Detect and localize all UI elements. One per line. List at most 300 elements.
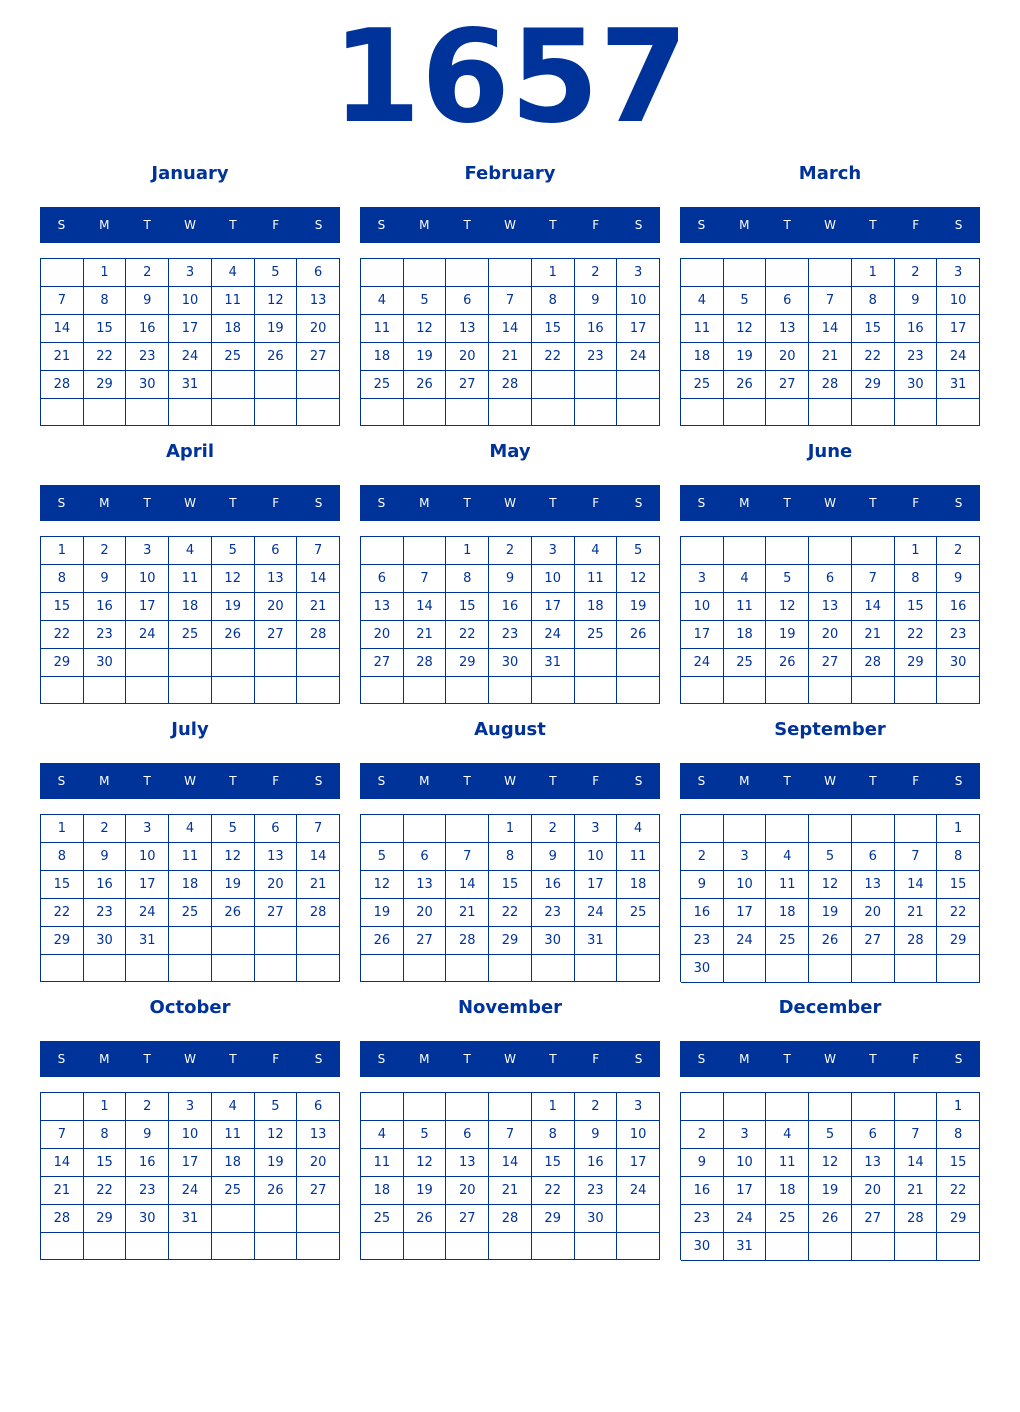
weekday-label: T	[783, 774, 791, 788]
day-cell: 6	[852, 1121, 895, 1149]
empty-cell	[361, 1093, 404, 1121]
day-cell: 4	[617, 815, 660, 843]
weekday-label: T	[463, 1052, 471, 1066]
day-cell: 14	[297, 843, 340, 871]
day-cell: 23	[681, 927, 724, 955]
day-cell: 19	[255, 315, 298, 343]
empty-cell	[41, 1093, 84, 1121]
day-cell: 27	[766, 371, 809, 399]
day-cell: 26	[404, 371, 447, 399]
weekday-label: W	[184, 774, 196, 788]
day-cell: 18	[361, 343, 404, 371]
empty-cell	[489, 259, 532, 287]
day-cell: 10	[169, 1121, 212, 1149]
weekday-label: T	[783, 1052, 791, 1066]
day-cell: 30	[489, 649, 532, 677]
day-cell: 14	[895, 1149, 938, 1177]
weekday-label: M	[99, 218, 110, 232]
day-grid	[40, 814, 340, 982]
day-cell: 25	[766, 1205, 809, 1233]
empty-cell	[724, 537, 767, 565]
day-cell: 17	[126, 871, 169, 899]
day-cell: 17	[724, 1177, 767, 1205]
day-cell: 23	[126, 343, 169, 371]
empty-cell	[446, 259, 489, 287]
weekday-label: F	[272, 496, 280, 510]
empty-cell	[852, 1093, 895, 1121]
day-cell: 4	[766, 843, 809, 871]
day-cell: 10	[937, 287, 980, 315]
day-cell: 10	[126, 843, 169, 871]
day-grid	[680, 258, 980, 426]
day-cell: 24	[724, 927, 767, 955]
day-cell: 21	[41, 1177, 84, 1205]
day-cell: 5	[809, 843, 852, 871]
empty-cell	[212, 649, 255, 677]
day-cell: 4	[361, 1121, 404, 1149]
day-cell: 24	[169, 1177, 212, 1205]
month-name: May	[489, 441, 531, 462]
weekday-label: F	[592, 1052, 600, 1066]
weekday-label: T	[229, 1052, 237, 1066]
weekday-label: F	[272, 1052, 280, 1066]
day-cell: 25	[724, 649, 767, 677]
day-cell: 5	[255, 259, 298, 287]
weekday-label: T	[869, 1052, 877, 1066]
day-cell: 6	[446, 287, 489, 315]
empty-cell	[126, 1233, 169, 1260]
day-cell: 31	[169, 1205, 212, 1233]
weekday-header	[40, 1041, 340, 1077]
day-cell: 17	[617, 315, 660, 343]
day-cell: 6	[297, 1093, 340, 1121]
day-cell: 1	[84, 259, 127, 287]
empty-cell	[169, 399, 212, 426]
day-cell: 16	[84, 871, 127, 899]
weekday-header	[680, 1041, 980, 1077]
weekday-label: S	[377, 218, 386, 232]
day-cell: 9	[84, 565, 127, 593]
empty-cell	[41, 955, 84, 982]
day-cell: 29	[446, 649, 489, 677]
day-cell: 19	[212, 871, 255, 899]
day-cell: 13	[255, 565, 298, 593]
day-cell: 3	[681, 565, 724, 593]
empty-cell	[852, 399, 895, 426]
empty-cell	[766, 399, 809, 426]
empty-cell	[575, 955, 618, 982]
weekday-label: S	[697, 218, 706, 232]
day-cell: 13	[297, 287, 340, 315]
day-cell: 28	[41, 371, 84, 399]
day-cell: 2	[937, 537, 980, 565]
day-cell: 26	[212, 621, 255, 649]
day-cell: 29	[84, 371, 127, 399]
day-cell: 28	[489, 371, 532, 399]
empty-cell	[895, 955, 938, 983]
day-cell: 3	[617, 1093, 660, 1121]
day-cell: 24	[681, 649, 724, 677]
empty-cell	[297, 927, 340, 955]
empty-cell	[446, 677, 489, 704]
day-cell: 18	[724, 621, 767, 649]
day-cell: 18	[575, 593, 618, 621]
day-cell: 15	[41, 593, 84, 621]
day-cell: 5	[361, 843, 404, 871]
day-cell: 11	[724, 593, 767, 621]
month-name: April	[165, 441, 215, 462]
day-grid	[40, 536, 340, 704]
day-cell: 10	[617, 1121, 660, 1149]
weekday-label: T	[143, 218, 151, 232]
day-cell: 12	[255, 287, 298, 315]
day-cell: 22	[84, 343, 127, 371]
day-cell: 17	[532, 593, 575, 621]
day-cell: 13	[852, 1149, 895, 1177]
day-cell: 5	[212, 537, 255, 565]
day-grid	[680, 536, 980, 704]
empty-cell	[852, 1233, 895, 1261]
weekday-header	[680, 763, 980, 799]
weekday-label: S	[634, 1052, 643, 1066]
day-cell: 1	[532, 259, 575, 287]
day-cell: 6	[852, 843, 895, 871]
day-cell: 26	[361, 927, 404, 955]
empty-cell	[297, 677, 340, 704]
day-cell: 12	[724, 315, 767, 343]
day-cell: 5	[404, 1121, 447, 1149]
day-cell: 9	[84, 843, 127, 871]
day-cell: 13	[446, 315, 489, 343]
day-cell: 19	[809, 1177, 852, 1205]
day-cell: 13	[297, 1121, 340, 1149]
empty-cell	[169, 1233, 212, 1260]
day-cell: 20	[446, 343, 489, 371]
day-cell: 16	[84, 593, 127, 621]
day-cell: 18	[169, 871, 212, 899]
day-cell: 25	[212, 343, 255, 371]
day-cell: 26	[766, 649, 809, 677]
empty-cell	[724, 399, 767, 426]
day-cell: 16	[575, 315, 618, 343]
empty-cell	[297, 649, 340, 677]
day-cell: 15	[532, 315, 575, 343]
day-cell: 1	[532, 1093, 575, 1121]
weekday-label: W	[504, 774, 516, 788]
day-cell: 25	[766, 927, 809, 955]
day-cell: 25	[681, 371, 724, 399]
weekday-header	[680, 207, 980, 243]
day-cell: 11	[212, 1121, 255, 1149]
empty-cell	[809, 677, 852, 704]
day-cell: 3	[126, 815, 169, 843]
empty-cell	[532, 955, 575, 982]
day-cell: 13	[809, 593, 852, 621]
empty-cell	[489, 1233, 532, 1260]
day-grid	[40, 258, 340, 426]
day-cell: 25	[212, 1177, 255, 1205]
day-cell: 11	[617, 843, 660, 871]
day-cell: 30	[532, 927, 575, 955]
day-cell: 7	[446, 843, 489, 871]
weekday-label: T	[549, 1052, 557, 1066]
day-cell: 27	[297, 343, 340, 371]
day-cell: 19	[724, 343, 767, 371]
weekday-label: T	[783, 218, 791, 232]
day-cell: 17	[724, 899, 767, 927]
month-name: June	[807, 441, 853, 462]
day-cell: 23	[532, 899, 575, 927]
day-cell: 15	[84, 315, 127, 343]
day-cell: 6	[255, 537, 298, 565]
weekday-label: M	[99, 774, 110, 788]
day-cell: 29	[41, 927, 84, 955]
day-cell: 16	[489, 593, 532, 621]
weekday-label: T	[229, 218, 237, 232]
empty-cell	[532, 677, 575, 704]
day-cell: 5	[766, 565, 809, 593]
day-cell: 7	[489, 1121, 532, 1149]
empty-cell	[212, 371, 255, 399]
empty-cell	[212, 399, 255, 426]
weekday-label: T	[783, 496, 791, 510]
day-cell: 27	[255, 621, 298, 649]
day-cell: 1	[489, 815, 532, 843]
empty-cell	[766, 955, 809, 983]
day-cell: 13	[255, 843, 298, 871]
empty-cell	[617, 955, 660, 982]
day-cell: 7	[895, 1121, 938, 1149]
day-cell: 28	[446, 927, 489, 955]
weekday-label: F	[592, 496, 600, 510]
empty-cell	[446, 955, 489, 982]
weekday-header	[680, 485, 980, 521]
weekday-label: W	[824, 496, 836, 510]
day-cell: 28	[297, 899, 340, 927]
day-cell: 10	[126, 565, 169, 593]
day-cell: 2	[575, 259, 618, 287]
day-cell: 13	[361, 593, 404, 621]
weekday-label: M	[739, 218, 750, 232]
empty-cell	[617, 677, 660, 704]
day-cell: 25	[361, 371, 404, 399]
month-name: August	[474, 719, 546, 740]
day-cell: 30	[84, 927, 127, 955]
day-cell: 8	[41, 565, 84, 593]
day-cell: 11	[212, 287, 255, 315]
weekday-label: W	[504, 496, 516, 510]
weekday-label: W	[184, 218, 196, 232]
empty-cell	[255, 399, 298, 426]
empty-cell	[361, 537, 404, 565]
day-cell: 28	[404, 649, 447, 677]
day-cell: 5	[255, 1093, 298, 1121]
empty-cell	[766, 677, 809, 704]
weekday-header	[40, 763, 340, 799]
weekday-label: F	[592, 218, 600, 232]
empty-cell	[126, 677, 169, 704]
empty-cell	[617, 927, 660, 955]
day-cell: 1	[895, 537, 938, 565]
day-cell: 13	[404, 871, 447, 899]
day-cell: 23	[937, 621, 980, 649]
empty-cell	[852, 815, 895, 843]
day-cell: 25	[169, 621, 212, 649]
day-cell: 24	[126, 899, 169, 927]
month-name: July	[171, 719, 209, 740]
day-cell: 18	[212, 315, 255, 343]
weekday-label: F	[912, 1052, 920, 1066]
day-cell: 3	[126, 537, 169, 565]
weekday-label: W	[184, 1052, 196, 1066]
weekday-label: S	[377, 1052, 386, 1066]
weekday-label: M	[739, 496, 750, 510]
day-cell: 12	[255, 1121, 298, 1149]
weekday-label: W	[824, 218, 836, 232]
day-cell: 21	[895, 899, 938, 927]
day-cell: 7	[489, 287, 532, 315]
day-cell: 29	[937, 1205, 980, 1233]
weekday-label: S	[57, 496, 66, 510]
day-cell: 19	[617, 593, 660, 621]
day-cell: 14	[41, 315, 84, 343]
weekday-label: S	[634, 774, 643, 788]
empty-cell	[169, 927, 212, 955]
empty-cell	[297, 399, 340, 426]
day-cell: 16	[681, 1177, 724, 1205]
empty-cell	[852, 537, 895, 565]
day-cell: 30	[895, 371, 938, 399]
day-cell: 9	[575, 1121, 618, 1149]
weekday-header	[360, 1041, 660, 1077]
day-cell: 22	[446, 621, 489, 649]
empty-cell	[681, 1093, 724, 1121]
day-cell: 24	[575, 899, 618, 927]
day-cell: 22	[937, 1177, 980, 1205]
day-cell: 7	[297, 815, 340, 843]
empty-cell	[212, 1205, 255, 1233]
day-cell: 12	[361, 871, 404, 899]
day-cell: 6	[809, 565, 852, 593]
day-cell: 25	[617, 899, 660, 927]
day-cell: 17	[169, 1149, 212, 1177]
day-grid	[40, 1092, 340, 1260]
day-cell: 12	[404, 1149, 447, 1177]
day-cell: 26	[809, 927, 852, 955]
weekday-label: W	[504, 218, 516, 232]
day-cell: 8	[937, 843, 980, 871]
empty-cell	[766, 537, 809, 565]
day-cell: 30	[126, 371, 169, 399]
empty-cell	[361, 815, 404, 843]
empty-cell	[255, 649, 298, 677]
empty-cell	[617, 1233, 660, 1260]
day-cell: 1	[937, 815, 980, 843]
empty-cell	[575, 649, 618, 677]
day-cell: 4	[681, 287, 724, 315]
day-cell: 8	[532, 287, 575, 315]
day-cell: 5	[724, 287, 767, 315]
month-name: March	[798, 163, 862, 184]
year-title: 1657	[331, 3, 689, 152]
empty-cell	[809, 259, 852, 287]
day-cell: 16	[895, 315, 938, 343]
day-cell: 28	[895, 927, 938, 955]
day-cell: 19	[809, 899, 852, 927]
day-cell: 31	[724, 1233, 767, 1261]
day-cell: 14	[809, 315, 852, 343]
day-cell: 13	[766, 315, 809, 343]
empty-cell	[212, 927, 255, 955]
empty-cell	[404, 259, 447, 287]
weekday-label: W	[824, 1052, 836, 1066]
day-cell: 5	[212, 815, 255, 843]
day-cell: 1	[41, 815, 84, 843]
day-cell: 4	[212, 259, 255, 287]
empty-cell	[126, 955, 169, 982]
weekday-header	[40, 485, 340, 521]
empty-cell	[404, 399, 447, 426]
day-cell: 27	[361, 649, 404, 677]
empty-cell	[297, 955, 340, 982]
day-cell: 15	[937, 1149, 980, 1177]
empty-cell	[766, 1093, 809, 1121]
day-cell: 10	[169, 287, 212, 315]
day-cell: 24	[617, 343, 660, 371]
day-cell: 8	[937, 1121, 980, 1149]
empty-cell	[766, 259, 809, 287]
day-cell: 17	[681, 621, 724, 649]
day-cell: 27	[255, 899, 298, 927]
empty-cell	[212, 677, 255, 704]
day-cell: 27	[404, 927, 447, 955]
day-cell: 25	[575, 621, 618, 649]
day-cell: 20	[852, 1177, 895, 1205]
empty-cell	[809, 955, 852, 983]
weekday-label: S	[314, 774, 323, 788]
day-cell: 9	[126, 1121, 169, 1149]
month-name: September	[774, 719, 886, 740]
day-cell: 24	[937, 343, 980, 371]
empty-cell	[255, 927, 298, 955]
day-cell: 16	[937, 593, 980, 621]
day-cell: 21	[489, 343, 532, 371]
empty-cell	[937, 677, 980, 704]
day-cell: 9	[126, 287, 169, 315]
weekday-label: T	[463, 774, 471, 788]
weekday-label: M	[99, 1052, 110, 1066]
day-cell: 31	[532, 649, 575, 677]
weekday-header	[40, 207, 340, 243]
empty-cell	[404, 1233, 447, 1260]
day-cell: 17	[575, 871, 618, 899]
day-cell: 30	[575, 1205, 618, 1233]
day-cell: 21	[809, 343, 852, 371]
day-grid	[360, 258, 660, 426]
empty-cell	[532, 371, 575, 399]
day-cell: 21	[297, 871, 340, 899]
weekday-label: S	[57, 774, 66, 788]
day-cell: 4	[724, 565, 767, 593]
day-cell: 13	[446, 1149, 489, 1177]
day-grid	[360, 536, 660, 704]
day-cell: 21	[41, 343, 84, 371]
day-cell: 15	[446, 593, 489, 621]
weekday-label: W	[184, 496, 196, 510]
day-cell: 3	[575, 815, 618, 843]
day-cell: 17	[937, 315, 980, 343]
day-cell: 2	[84, 815, 127, 843]
